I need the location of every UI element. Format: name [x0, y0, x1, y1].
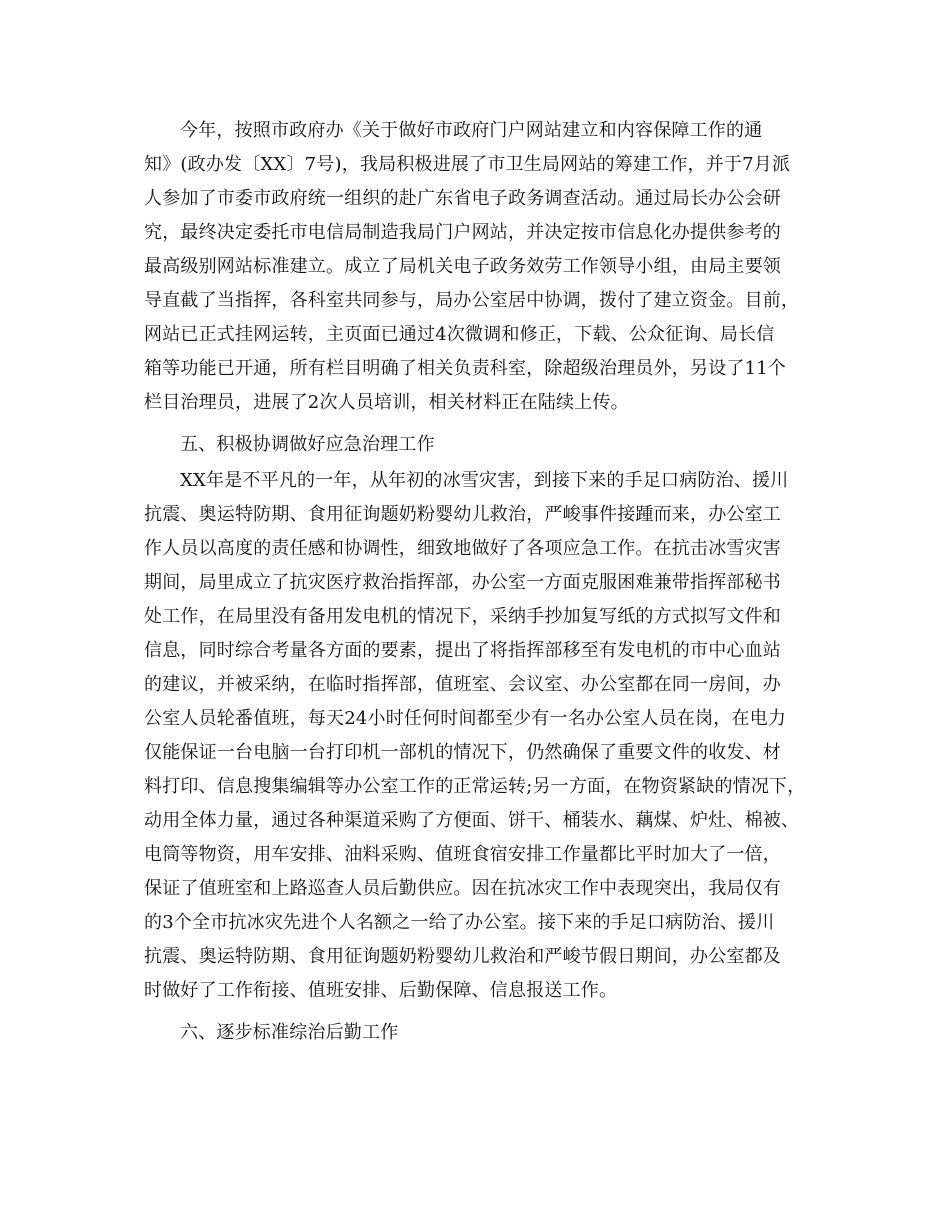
paragraph-line: 今年，按照市政府办《关于做好市政府门户网站建立和内容保障工作的通	[180, 120, 763, 141]
paragraph-line: 信息，同时综合考量各方面的要素，提出了将指挥部移至有发电机的市中心血站	[144, 640, 781, 661]
paragraph-line: 料打印、信息搜集编辑等办公室工作的正常运转;另一方面，在物资紧缺的情况下，	[144, 776, 806, 797]
paragraph-line: 仅能保证一台电脑一台打印机一部机的情况下，仍然确保了重要文件的收发、材	[144, 742, 781, 763]
paragraph-line: 知》(政办发〔XX〕7号)，我局积极进展了市卫生局网站的筹建工作，并于7月派	[144, 154, 791, 175]
paragraph-line: XX年是不平凡的一年，从年初的冰雪灾害，到接下来的手足口病防治、援川	[180, 470, 789, 491]
paragraph-line: 抗震、奥运特防期、食用征询题奶粉婴幼儿救治和严峻节假日期间，办公室都及	[144, 946, 781, 967]
paragraph-line: 期间，局里成立了抗灾医疗救治指挥部，办公室一方面克服困难兼带指挥部秘书	[144, 572, 781, 593]
paragraph-line: 抗震、奥运特防期、食用征询题奶粉婴幼儿救治，严峻事件接踵而来，办公室工	[144, 504, 781, 525]
paragraph-line: 处工作，在局里没有备用发电机的情况下，采纳手抄加复写纸的方式拟写文件和	[144, 606, 781, 627]
paragraph-line: 究，最终决定委托市电信局制造我局门户网站，并决定按市信息化办提供参考的	[144, 222, 781, 243]
paragraph-line: 动用全体力量，通过各种渠道采购了方便面、饼干、桶装水、藕煤、炉灶、棉被、	[144, 810, 800, 831]
paragraph-line: 箱等功能已开通，所有栏目明确了相关负责科室，除超级治理员外，另设了11个	[144, 358, 787, 379]
paragraph-line: 电筒等物资，用车安排、油料采购、值班食宿安排工作量都比平时加大了一倍，	[144, 844, 781, 865]
section-heading: 六、逐步标准综治后勤工作	[180, 1022, 399, 1043]
paragraph-line: 公室人员轮番值班，每天24小时任何时间都至少有一名办公室人员在岗，在电力	[144, 708, 787, 729]
paragraph-line: 时做好了工作衔接、值班安排、后勤保障、信息报送工作。	[144, 980, 618, 1001]
paragraph-line: 人参加了市委市政府统一组织的赴广东省电子政务调查活动。通过局长办公会研	[144, 188, 781, 209]
paragraph-line: 作人员以高度的责任感和协调性，细致地做好了各项应急工作。在抗击冰雪灾害	[144, 538, 781, 559]
paragraph-line: 网站已正式挂网运转，主页面已通过4次微调和修正，下载、公众征询、局长信	[144, 324, 775, 345]
paragraph-line: 保证了值班室和上路巡查人员后勤供应。因在抗冰灾工作中表现突出，我局仅有	[144, 878, 781, 899]
paragraph-line: 导直截了当指挥，各科室共同参与，局办公室居中协调，拨付了建立资金。目前，	[144, 290, 800, 311]
paragraph-line: 栏目治理员，进展了2次人员培训，相关材料正在陆续上传。	[144, 392, 629, 413]
paragraph-line: 最高级别网站标准建立。成立了局机关电子政务效劳工作领导小组，由局主要领	[144, 256, 781, 277]
section-heading: 五、积极协调做好应急治理工作	[180, 434, 435, 455]
paragraph-line: 的建议，并被采纳，在临时指挥部，值班室、会议室、办公室都在同一房间，办	[144, 674, 781, 695]
paragraph-line: 的3个全市抗冰灾先进个人名额之一给了办公室。接下来的手足口病防治、援川	[144, 912, 775, 933]
